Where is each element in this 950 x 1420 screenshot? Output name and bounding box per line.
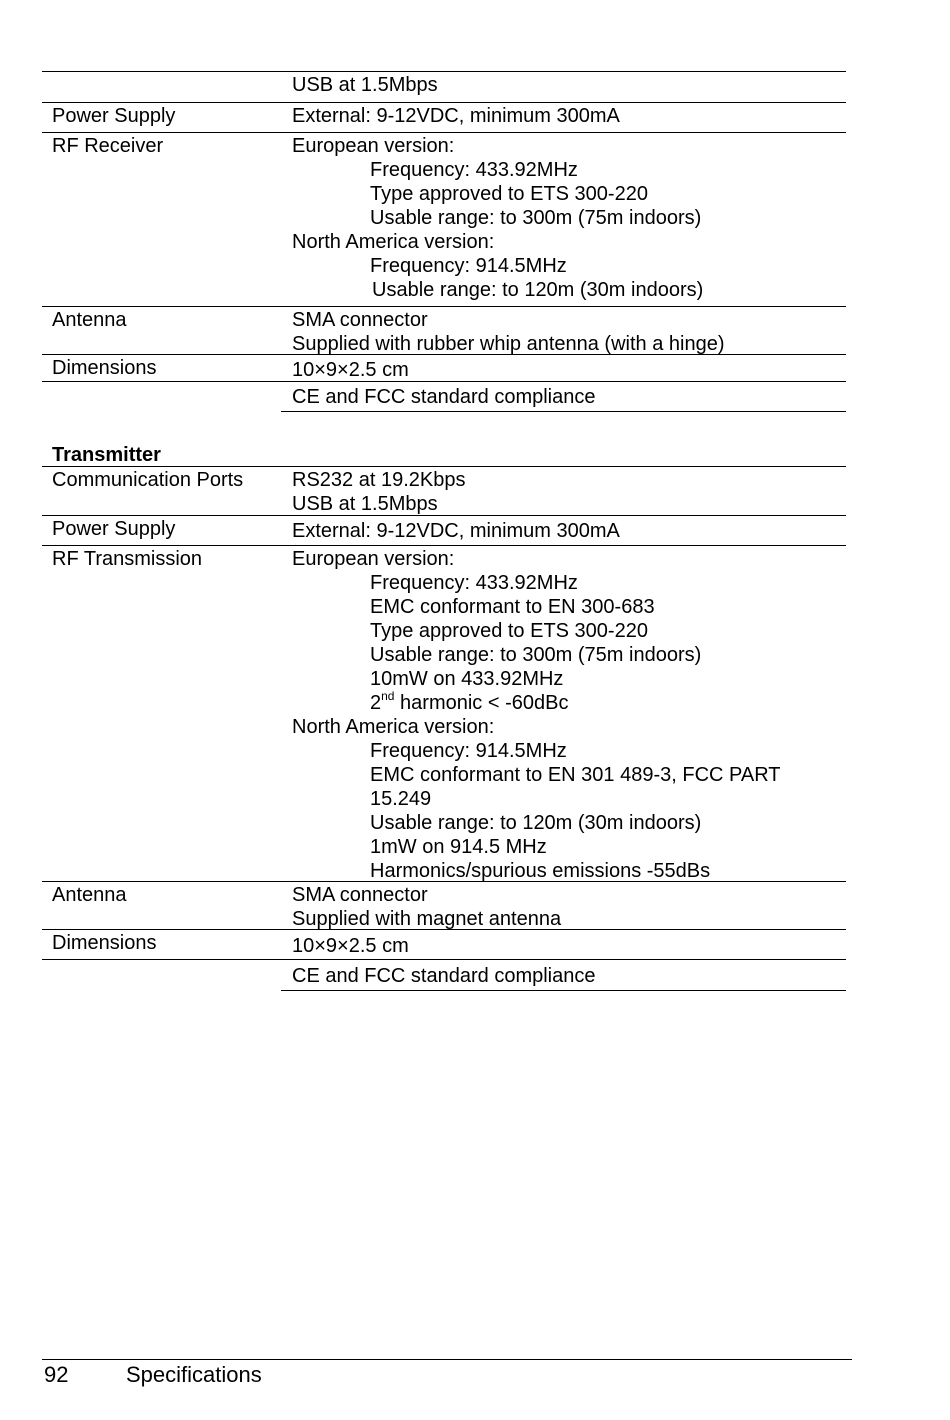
rf-na-emc-line-2: 15.249 bbox=[370, 788, 432, 810]
antenna-connector: SMA connector bbox=[292, 309, 428, 331]
table-rule bbox=[42, 102, 846, 103]
rf-eu-type-approval: Type approved to ETS 300-220 bbox=[370, 183, 648, 205]
antenna-label: Antenna bbox=[52, 884, 127, 906]
antenna-label: Antenna bbox=[52, 309, 127, 331]
comm-ports-value: USB at 1.5Mbps bbox=[292, 74, 438, 96]
rf-eu-emc: EMC conformant to EN 300-683 bbox=[370, 596, 655, 618]
dimensions-value: 10×9×2.5 cm bbox=[292, 935, 409, 957]
rf-eu-heading: European version: bbox=[292, 548, 455, 570]
dimensions-value: 10×9×2.5 cm bbox=[292, 359, 409, 381]
power-supply-value: External: 9-12VDC, minimum 300mA bbox=[292, 105, 620, 127]
page-number: 92 bbox=[44, 1362, 69, 1387]
rf-eu-frequency: Frequency: 433.92MHz bbox=[370, 572, 578, 594]
transmitter-heading: Transmitter bbox=[52, 444, 161, 466]
rf-eu-harmonic bbox=[370, 691, 568, 715]
antenna-connector: SMA connector bbox=[292, 884, 428, 906]
antenna-supplied: Supplied with rubber whip antenna (with a hinge) bbox=[292, 333, 725, 355]
dimensions-label: Dimensions bbox=[52, 357, 157, 379]
rf-na-frequency: Frequency: 914.5MHz bbox=[370, 740, 567, 762]
table-rule bbox=[42, 545, 846, 546]
comm-ports-rs232: RS232 at 19.2Kbps bbox=[292, 469, 466, 491]
rf-eu-range: Usable range: to 300m (75m indoors) bbox=[370, 644, 702, 666]
compliance-value: CE and FCC standard compliance bbox=[292, 965, 596, 987]
rf-na-power: 1mW on 914.5 MHz bbox=[370, 836, 547, 858]
rf-receiver-label: RF Receiver bbox=[52, 135, 164, 157]
table-rule bbox=[281, 411, 846, 412]
table-rule bbox=[42, 381, 846, 382]
power-supply-label: Power Supply bbox=[52, 518, 176, 540]
table-rule bbox=[42, 881, 846, 882]
table-rule bbox=[42, 306, 846, 307]
rf-na-harmonics: Harmonics/spurious emissions -55dBs bbox=[370, 860, 711, 882]
table-rule bbox=[42, 132, 846, 133]
rf-eu-power: 10mW on 433.92MHz bbox=[370, 668, 564, 690]
comm-ports-label: Communication Ports bbox=[52, 469, 244, 491]
power-supply-value: External: 9-12VDC, minimum 300mA bbox=[292, 520, 620, 542]
comm-ports-usb: USB at 1.5Mbps bbox=[292, 493, 438, 515]
rf-na-range: Usable range: to 120m (30m indoors) bbox=[372, 279, 704, 301]
table-rule bbox=[42, 515, 846, 516]
table-rule bbox=[42, 354, 846, 355]
dimensions-label: Dimensions bbox=[52, 932, 157, 954]
rf-na-heading: North America version: bbox=[292, 716, 495, 738]
harmonic-number: 2 bbox=[370, 692, 382, 714]
harmonic-ordinal: nd bbox=[381, 689, 395, 704]
section-title: Specifications bbox=[126, 1362, 262, 1387]
footer-rule bbox=[42, 1359, 852, 1360]
table-rule bbox=[42, 71, 846, 72]
rf-na-range: Usable range: to 120m (30m indoors) bbox=[370, 812, 702, 834]
table-rule bbox=[42, 929, 846, 930]
antenna-supplied: Supplied with magnet antenna bbox=[292, 908, 562, 930]
rf-eu-frequency: Frequency: 433.92MHz bbox=[370, 159, 578, 181]
table-rule bbox=[42, 466, 846, 467]
power-supply-label: Power Supply bbox=[52, 105, 176, 127]
rf-na-frequency: Frequency: 914.5MHz bbox=[370, 255, 567, 277]
rf-na-emc-line-1: EMC conformant to EN 301 489-3, FCC PART bbox=[370, 764, 781, 786]
rf-eu-heading: European version: bbox=[292, 135, 455, 157]
table-rule bbox=[281, 990, 846, 991]
rf-transmission-label: RF Transmission bbox=[52, 548, 203, 570]
rf-na-heading: North America version: bbox=[292, 231, 495, 253]
rf-eu-range: Usable range: to 300m (75m indoors) bbox=[370, 207, 702, 229]
rf-eu-type-approval: Type approved to ETS 300-220 bbox=[370, 620, 648, 642]
table-rule bbox=[42, 959, 846, 960]
compliance-value: CE and FCC standard compliance bbox=[292, 386, 596, 408]
harmonic-text: harmonic < -60dBc bbox=[394, 692, 569, 714]
